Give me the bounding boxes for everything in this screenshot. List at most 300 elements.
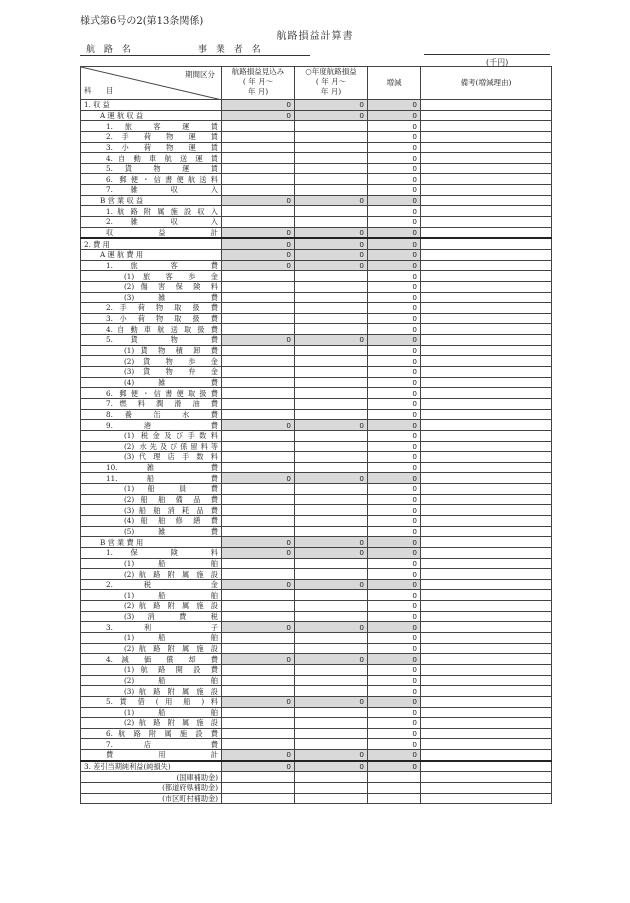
forecast-value-cell[interactable] [222,590,295,601]
profit-loss-table [80,66,552,804]
change-value-cell[interactable]: 0 [368,324,421,335]
fiscal-value-cell[interactable]: 0 [295,100,368,111]
fiscal-value-cell[interactable] [295,153,368,164]
change-value-cell[interactable]: 0 [368,430,421,441]
remarks-cell[interactable] [421,335,552,346]
forecast-value-cell[interactable]: 0 [222,547,295,558]
remarks-cell[interactable] [421,174,552,185]
forecast-value-cell[interactable] [222,153,295,164]
forecast-value-cell[interactable]: 0 [222,761,295,772]
forecast-value-cell[interactable] [222,793,295,804]
change-value-cell[interactable]: 0 [368,505,421,516]
forecast-value-cell[interactable] [222,271,295,282]
change-value-cell[interactable]: 0 [368,696,421,707]
fiscal-value-cell[interactable] [295,367,368,378]
fiscal-value-cell[interactable]: 0 [295,696,368,707]
fiscal-value-cell[interactable]: 0 [295,654,368,665]
forecast-value-cell[interactable] [222,462,295,473]
forecast-value-cell[interactable]: 0 [222,579,295,590]
forecast-value-cell[interactable]: 0 [222,110,295,121]
change-value-cell[interactable]: 0 [368,303,421,314]
remarks-cell[interactable] [421,601,552,612]
forecast-value-cell[interactable] [222,142,295,153]
remarks-cell[interactable] [421,526,552,537]
remarks-cell[interactable] [421,686,552,697]
remarks-cell[interactable] [421,238,552,249]
change-value-cell[interactable]: 0 [368,537,421,548]
change-value-cell[interactable]: 0 [368,249,421,260]
forecast-value-cell[interactable] [222,356,295,367]
forecast-value-cell[interactable] [222,131,295,142]
table-row [81,292,552,303]
change-value-cell[interactable]: 0 [368,292,421,303]
change-value-cell[interactable]: 0 [368,367,421,378]
forecast-value-cell[interactable] [222,367,295,378]
forecast-value-cell[interactable]: 0 [222,420,295,431]
fiscal-value-cell[interactable] [295,590,368,601]
forecast-value-cell[interactable] [222,185,295,196]
fiscal-value-cell[interactable]: 0 [295,547,368,558]
change-value-cell[interactable]: 0 [368,238,421,249]
fiscal-value-cell[interactable] [295,356,368,367]
fiscal-value-cell[interactable]: 0 [295,420,368,431]
row-label: B 営 業 収 益 [100,196,144,206]
change-value-cell[interactable]: 0 [368,633,421,644]
remarks-cell[interactable] [421,643,552,654]
forecast-value-cell[interactable] [222,292,295,303]
forecast-value-cell[interactable] [222,728,295,739]
fiscal-value-cell[interactable] [295,131,368,142]
remarks-cell[interactable] [421,142,552,153]
change-value-cell[interactable]: 0 [368,142,421,153]
remarks-cell[interactable] [421,569,552,580]
remarks-cell[interactable] [421,750,552,761]
fiscal-value-cell[interactable] [295,643,368,654]
remarks-cell[interactable] [421,100,552,111]
forecast-value-cell[interactable] [222,558,295,569]
remarks-cell[interactable] [421,356,552,367]
table-row [81,526,552,537]
remarks-cell[interactable] [421,249,552,260]
change-value-cell[interactable]: 0 [368,558,421,569]
change-value-cell[interactable] [368,793,421,804]
fiscal-value-cell[interactable] [295,206,368,217]
change-value-cell[interactable]: 0 [368,195,421,206]
forecast-value-cell[interactable] [222,324,295,335]
table-row [81,356,552,367]
change-value-cell[interactable] [368,772,421,783]
row-label-cell [81,249,222,260]
change-value-cell[interactable]: 0 [368,271,421,282]
fiscal-value-cell[interactable]: 0 [295,110,368,121]
fiscal-value-cell[interactable]: 0 [295,537,368,548]
fiscal-value-cell[interactable] [295,398,368,409]
remarks-cell[interactable] [421,718,552,729]
remarks-cell[interactable] [421,217,552,228]
forecast-value-cell[interactable]: 0 [222,696,295,707]
forecast-value-cell[interactable]: 0 [222,537,295,548]
fiscal-value-cell[interactable] [295,217,368,228]
change-value-cell[interactable]: 0 [368,377,421,388]
change-value-cell[interactable]: 0 [368,409,421,420]
change-value-cell[interactable] [368,783,421,794]
forecast-value-cell[interactable] [222,313,295,324]
remarks-cell[interactable] [421,590,552,601]
change-value-cell[interactable]: 0 [368,739,421,750]
table-row [81,761,552,772]
forecast-value-cell[interactable] [222,452,295,463]
forecast-value-cell[interactable] [222,388,295,399]
remarks-cell[interactable] [421,163,552,174]
change-value-cell[interactable]: 0 [368,547,421,558]
row-label-cell [81,324,222,335]
table-row [81,217,552,228]
change-value-cell[interactable]: 0 [368,675,421,686]
table-row [81,452,552,463]
fiscal-value-cell[interactable] [295,174,368,185]
fiscal-value-cell[interactable]: 0 [295,260,368,271]
fiscal-value-cell[interactable] [295,783,368,794]
forecast-value-cell[interactable] [222,633,295,644]
fiscal-value-cell[interactable]: 0 [295,622,368,633]
change-value-cell[interactable]: 0 [368,345,421,356]
change-value-cell[interactable]: 0 [368,686,421,697]
row-label: (1) 航 路 開 設 費 [124,665,218,675]
remarks-cell[interactable] [421,281,552,292]
change-value-cell[interactable]: 0 [368,121,421,132]
fiscal-value-cell[interactable]: 0 [295,195,368,206]
row-label-cell [81,356,222,367]
fiscal-value-cell[interactable] [295,772,368,783]
table-row [81,271,552,282]
change-value-cell[interactable]: 0 [368,356,421,367]
forecast-value-cell[interactable] [222,484,295,495]
row-label: (2) 航 路 附 属 施 設 [124,569,218,579]
fiscal-value-cell[interactable]: 0 [295,761,368,772]
fiscal-value-cell[interactable] [295,686,368,697]
change-value-cell[interactable]: 0 [368,718,421,729]
forecast-value-cell[interactable] [222,526,295,537]
fiscal-value-cell[interactable] [295,728,368,739]
fiscal-value-cell[interactable] [295,569,368,580]
row-label: 5. 賃 借 ( 用 船 ) 料 [106,697,218,707]
remarks-cell[interactable] [421,484,552,495]
forecast-value-cell[interactable]: 0 [222,335,295,346]
change-value-cell[interactable]: 0 [368,761,421,772]
fiscal-value-cell[interactable] [295,558,368,569]
change-value-cell[interactable]: 0 [368,313,421,324]
forecast-value-cell[interactable] [222,686,295,697]
remarks-cell[interactable] [421,558,552,569]
change-value-cell[interactable]: 0 [368,260,421,271]
remarks-cell[interactable] [421,675,552,686]
fiscal-value-cell[interactable] [295,505,368,516]
fiscal-value-cell[interactable] [295,303,368,314]
remarks-cell[interactable] [421,515,552,526]
change-value-cell[interactable]: 0 [368,163,421,174]
change-value-cell[interactable]: 0 [368,206,421,217]
change-value-cell[interactable]: 0 [368,131,421,142]
change-value-cell[interactable]: 0 [368,452,421,463]
fiscal-value-cell[interactable] [295,441,368,452]
row-label: (1) 税金及び手数料 [124,431,218,441]
remarks-cell[interactable] [421,696,552,707]
change-value-cell[interactable]: 0 [368,484,421,495]
remarks-cell[interactable] [421,654,552,665]
fiscal-value-cell[interactable] [295,664,368,675]
forecast-value-cell[interactable]: 0 [222,473,295,484]
change-value-cell[interactable]: 0 [368,100,421,111]
fiscal-value-cell[interactable] [295,462,368,473]
remarks-cell[interactable] [421,739,552,750]
forecast-value-cell[interactable]: 0 [222,238,295,249]
remarks-cell[interactable] [421,441,552,452]
remarks-cell[interactable] [421,462,552,473]
forecast-value-cell[interactable]: 0 [222,195,295,206]
change-value-cell[interactable]: 0 [368,420,421,431]
forecast-value-cell[interactable] [222,675,295,686]
remarks-cell[interactable] [421,367,552,378]
remarks-cell[interactable] [421,420,552,431]
remarks-cell[interactable] [421,772,552,783]
remarks-cell[interactable] [421,728,552,739]
fiscal-value-cell[interactable] [295,793,368,804]
remarks-cell[interactable] [421,783,552,794]
change-value-cell[interactable]: 0 [368,388,421,399]
forecast-value-cell[interactable] [222,643,295,654]
table-row [81,367,552,378]
forecast-value-cell[interactable] [222,494,295,505]
fiscal-value-cell[interactable] [295,430,368,441]
remarks-cell[interactable] [421,227,552,238]
fiscal-value-cell[interactable] [295,526,368,537]
fiscal-value-cell[interactable]: 0 [295,579,368,590]
forecast-value-cell[interactable] [222,409,295,420]
forecast-value-cell[interactable] [222,281,295,292]
remarks-cell[interactable] [421,707,552,718]
fiscal-value-cell[interactable] [295,675,368,686]
fiscal-value-cell[interactable] [295,633,368,644]
forecast-value-cell[interactable] [222,303,295,314]
fiscal-value-cell[interactable] [295,452,368,463]
remarks-cell[interactable] [421,793,552,804]
table-row [81,153,552,164]
remarks-cell[interactable] [421,292,552,303]
fiscal-value-cell[interactable] [295,292,368,303]
forecast-value-cell[interactable]: 0 [222,654,295,665]
fiscal-value-cell[interactable] [295,324,368,335]
change-value-cell[interactable]: 0 [368,750,421,761]
change-value-cell[interactable]: 0 [368,601,421,612]
remarks-cell[interactable] [421,303,552,314]
fiscal-value-cell[interactable]: 0 [295,473,368,484]
change-value-cell[interactable]: 0 [368,398,421,409]
remarks-cell[interactable] [421,131,552,142]
forecast-column-header [222,67,295,100]
fiscal-value-cell[interactable]: 0 [295,227,368,238]
change-value-cell[interactable]: 0 [368,281,421,292]
remarks-cell[interactable] [421,377,552,388]
fiscal-value-cell[interactable] [295,601,368,612]
remarks-cell[interactable] [421,664,552,675]
forecast-value-cell[interactable] [222,345,295,356]
forecast-value-cell[interactable] [222,398,295,409]
remarks-cell[interactable] [421,388,552,399]
change-value-cell[interactable]: 0 [368,462,421,473]
row-label-cell [81,163,222,174]
remarks-cell[interactable] [421,633,552,644]
table-row [81,409,552,420]
forecast-value-cell[interactable]: 0 [222,249,295,260]
fiscal-value-cell[interactable] [295,271,368,282]
change-value-cell[interactable]: 0 [368,441,421,452]
change-value-cell[interactable]: 0 [368,611,421,622]
fiscal-value-cell[interactable] [295,313,368,324]
change-value-cell[interactable]: 0 [368,227,421,238]
fiscal-value-cell[interactable] [295,142,368,153]
change-value-cell[interactable]: 0 [368,185,421,196]
row-label: (1) 旅 客 歩 金 [124,271,218,281]
forecast-value-cell[interactable] [222,718,295,729]
remarks-cell[interactable] [421,611,552,622]
remarks-cell[interactable] [421,452,552,463]
change-value-cell[interactable]: 0 [368,526,421,537]
forecast-value-cell[interactable] [222,739,295,750]
remarks-cell[interactable] [421,185,552,196]
fiscal-value-cell[interactable] [295,739,368,750]
change-value-cell[interactable]: 0 [368,335,421,346]
change-value-cell[interactable]: 0 [368,728,421,739]
change-value-cell[interactable]: 0 [368,174,421,185]
change-value-cell[interactable]: 0 [368,153,421,164]
fiscal-value-cell[interactable] [295,707,368,718]
row-label: (2) 貨 物 歩 金 [124,356,218,366]
remarks-cell[interactable] [421,473,552,484]
form-number: 様式第6号の2(第13条関係) [80,16,204,27]
forecast-value-cell[interactable]: 0 [222,622,295,633]
table-row [81,611,552,622]
row-label-cell [81,227,222,238]
change-value-cell[interactable]: 0 [368,569,421,580]
period-header: 期間区分 [185,70,215,79]
fiscal-value-cell[interactable] [295,121,368,132]
forecast-value-cell[interactable] [222,772,295,783]
change-value-cell[interactable]: 0 [368,579,421,590]
remarks-cell[interactable] [421,505,552,516]
forecast-value-cell[interactable] [222,515,295,526]
fiscal-header-line: ( 年 月〜 [315,77,347,86]
change-value-cell[interactable]: 0 [368,590,421,601]
fiscal-value-cell[interactable] [295,515,368,526]
forecast-value-cell[interactable]: 0 [222,227,295,238]
fiscal-value-cell[interactable] [295,611,368,622]
row-label-cell [81,441,222,452]
change-value-cell[interactable]: 0 [368,664,421,675]
remarks-cell[interactable] [421,494,552,505]
fiscal-value-cell[interactable] [295,345,368,356]
forecast-value-cell[interactable] [222,664,295,675]
remarks-cell[interactable] [421,110,552,121]
remarks-cell[interactable] [421,622,552,633]
fiscal-value-cell[interactable]: 0 [295,335,368,346]
remarks-cell[interactable] [421,579,552,590]
change-value-cell[interactable]: 0 [368,515,421,526]
fiscal-value-cell[interactable] [295,409,368,420]
forecast-value-cell[interactable] [222,163,295,174]
row-label: 4. 自 動 車 航 送 運 賃 [106,153,218,163]
remarks-cell[interactable] [421,153,552,164]
row-label: (2) 船 舶 備 品 費 [124,495,218,505]
change-value-cell[interactable]: 0 [368,473,421,484]
change-value-cell[interactable]: 0 [368,643,421,654]
forecast-value-cell[interactable] [222,611,295,622]
forecast-value-cell[interactable] [222,441,295,452]
change-value-cell[interactable]: 0 [368,654,421,665]
fiscal-value-cell[interactable]: 0 [295,750,368,761]
row-label: (1) 船 舶 [124,590,218,600]
forecast-value-cell[interactable] [222,505,295,516]
remarks-cell[interactable] [421,206,552,217]
forecast-value-cell[interactable] [222,377,295,388]
row-label: 6. 郵便・信書便航送料 [106,174,218,184]
fiscal-value-cell[interactable] [295,388,368,399]
forecast-value-cell[interactable] [222,707,295,718]
remarks-cell[interactable] [421,430,552,441]
forecast-value-cell[interactable] [222,601,295,612]
forecast-value-cell[interactable] [222,569,295,580]
fiscal-value-cell[interactable] [295,185,368,196]
fiscal-value-cell[interactable]: 0 [295,238,368,249]
remarks-cell[interactable] [421,345,552,356]
remarks-cell[interactable] [421,409,552,420]
change-value-cell[interactable]: 0 [368,217,421,228]
fiscal-value-cell[interactable] [295,377,368,388]
change-value-cell[interactable]: 0 [368,707,421,718]
fiscal-value-cell[interactable] [295,163,368,174]
remarks-cell[interactable] [421,121,552,132]
row-label-cell [81,675,222,686]
forecast-value-cell[interactable] [222,430,295,441]
forecast-value-cell[interactable] [222,121,295,132]
remarks-cell[interactable] [421,260,552,271]
change-value-cell[interactable]: 0 [368,110,421,121]
fiscal-value-cell[interactable] [295,718,368,729]
fiscal-value-cell[interactable] [295,494,368,505]
forecast-value-cell[interactable] [222,217,295,228]
fiscal-value-cell[interactable] [295,281,368,292]
table-row [81,260,552,271]
forecast-value-cell[interactable]: 0 [222,750,295,761]
forecast-value-cell[interactable]: 0 [222,260,295,271]
forecast-value-cell[interactable] [222,783,295,794]
remarks-cell[interactable] [421,271,552,282]
remarks-cell[interactable] [421,324,552,335]
remarks-cell[interactable] [421,313,552,324]
forecast-value-cell[interactable]: 0 [222,100,295,111]
forecast-value-cell[interactable] [222,174,295,185]
remarks-cell[interactable] [421,761,552,772]
fiscal-value-cell[interactable]: 0 [295,249,368,260]
row-label-cell [81,558,222,569]
remarks-cell[interactable] [421,537,552,548]
change-value-cell[interactable]: 0 [368,494,421,505]
change-value-cell[interactable]: 0 [368,622,421,633]
remarks-cell[interactable] [421,547,552,558]
forecast-value-cell[interactable] [222,206,295,217]
fiscal-value-cell[interactable] [295,484,368,495]
remarks-cell[interactable] [421,195,552,206]
remarks-cell[interactable] [421,398,552,409]
